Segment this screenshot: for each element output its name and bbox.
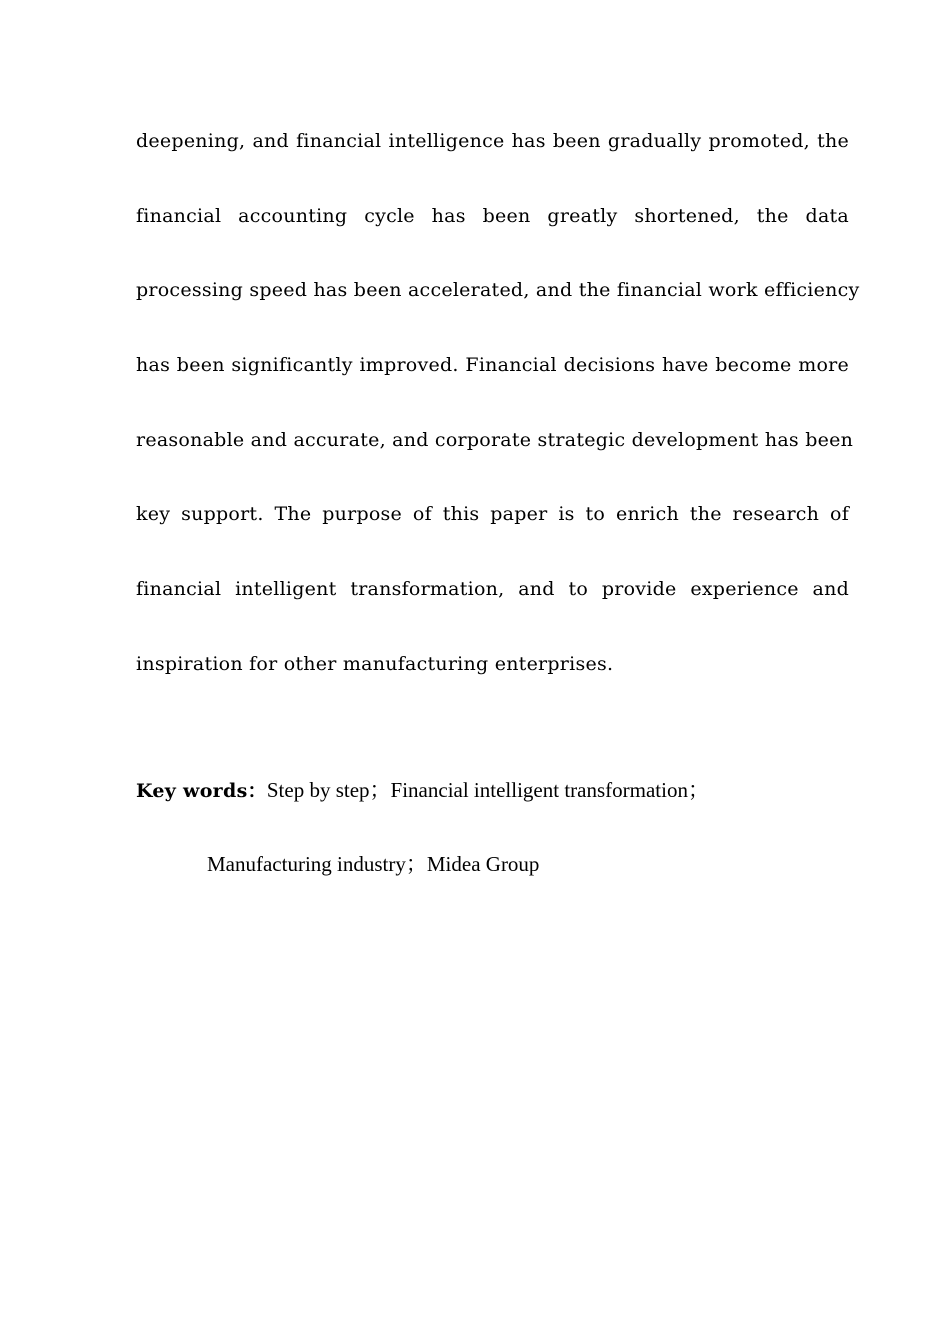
abstract-line-3: processing speed has been accelerated, and the financial work efficiency xyxy=(136,279,860,301)
keywords-label: Key words： xyxy=(136,780,267,802)
abstract-line-8: inspiration for other manufacturing enterprises. xyxy=(136,653,614,675)
keywords-list-part-2: Manufacturing industry；Midea Group xyxy=(207,852,540,876)
abstract-line-1: deepening, and financial intelligence has been gradually promoted, the xyxy=(136,130,849,152)
abstract-line-2: financial accounting cycle has been greatly shortened, the data xyxy=(136,205,849,227)
abstract-line-6: key support. The purpose of this paper is to enrich the research of xyxy=(136,503,849,525)
abstract-line-5: reasonable and accurate, and corporate strategic development has been xyxy=(136,429,854,451)
keywords-list-part-1: Step by step；Financial intelligent transformation； xyxy=(266,778,709,802)
abstract-line-4: has been significantly improved. Financial decisions have become more xyxy=(136,354,849,376)
keywords-line-1 xyxy=(136,778,709,802)
abstract-line-7: financial intelligent transformation, and to provide experience and xyxy=(136,578,849,600)
keywords-line-2 xyxy=(207,852,539,876)
